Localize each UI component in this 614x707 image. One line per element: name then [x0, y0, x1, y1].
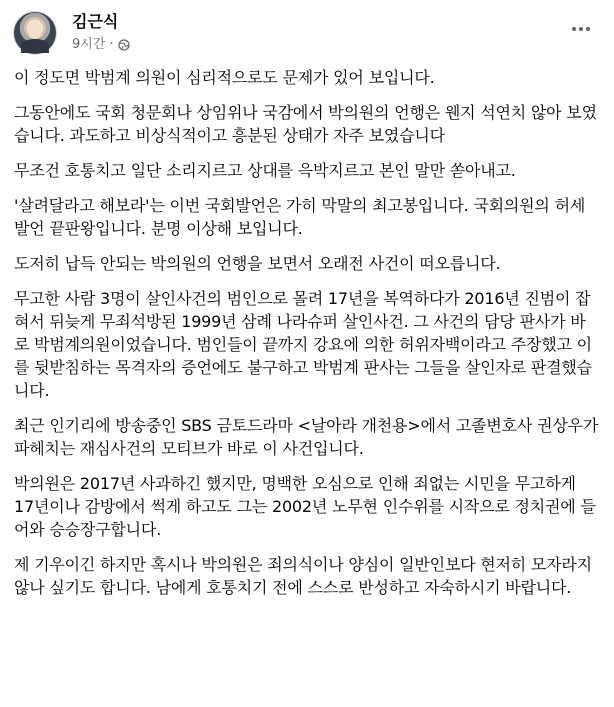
post-paragraph: 최근 인기리에 방송중인 SBS 금토드라마 <날아라 개천용>에서 고졸변호사 권상우가 파헤치는 재심사건의 모티브가 바로 이 사건입니다. — [14, 416, 599, 458]
post-paragraph: 이 정도면 박범계 의원이 심리적으로도 문제가 있어 보입니다. — [14, 68, 435, 87]
author-avatar[interactable] — [13, 11, 57, 55]
post-paragraph: 무고한 사람 3명이 살인사건의 범인으로 몰려 17년을 복역하다가 2016년 진범이 잡혀서 뒤늦게 무죄석방된 1999년 삼례 나라슈퍼 살인사건. 그 사건의 담당 판사가 바로 박범계의원이었습니다. 범인들이 끝까지 강요에 의한 허위자백이라고 주장했고 이를 뒷받침하는 목격자의 증언에도 불구하고 박범계 판사는 그들을 살인자로 판결했습니다. — [14, 289, 592, 400]
post-paragraph: 박의원은 2017년 사과하긴 했지만, 명백한 오심으로 인해 죄없는 시민을 무고하게 17년이나 감방에서 썩게 하고도 그는 2002년 노무현 인수위를 시작으로 정치권에 들어와 승승장구합니다. — [14, 474, 596, 539]
more-options-icon — [586, 27, 590, 31]
more-options-icon — [572, 27, 576, 31]
avatar-shirt — [21, 39, 49, 53]
post-meta — [72, 37, 130, 53]
post-header — [0, 0, 614, 62]
post-paragraph: 무조건 호통치고 일단 소리지르고 상대를 윽박지르고 본인 말만 쏟아내고. — [14, 161, 516, 180]
post-time[interactable]: 9시간 — [72, 37, 106, 52]
post-paragraph: 제 기우이긴 하지만 혹시나 박의원은 죄의식이나 양심이 일반인보다 현저히 모자라지 않나 싶기도 합니다. 남에게 호통치기 전에 스스로 반성하고 자숙하시기 바랍니다. — [14, 555, 592, 597]
meta-separator: · — [109, 37, 114, 52]
avatar-face — [28, 23, 42, 39]
author-name[interactable]: 김근식 — [72, 12, 119, 31]
more-options-icon — [579, 27, 583, 31]
more-options-button[interactable] — [563, 17, 599, 41]
globe-icon[interactable] — [118, 39, 130, 51]
post-paragraph: 도저히 납득 안되는 박의원의 언행을 보면서 오래전 사건이 떠오릅니다. — [14, 254, 501, 273]
post-paragraph: 그동안에도 국회 청문회나 상임위나 국감에서 박의원의 언행은 웬지 석연치 않아 보였습니다. 과도하고 비상식적이고 흥분된 상태가 자주 보였습니다 — [14, 103, 597, 145]
post-body — [14, 66, 600, 611]
post-paragraph: '살려달라고 해보라'는 이번 국회발언은 가히 막말의 최고봉입니다. 국회의원의 허세 발언 끝판왕입니다. 분명 이상해 보입니다. — [14, 196, 586, 238]
